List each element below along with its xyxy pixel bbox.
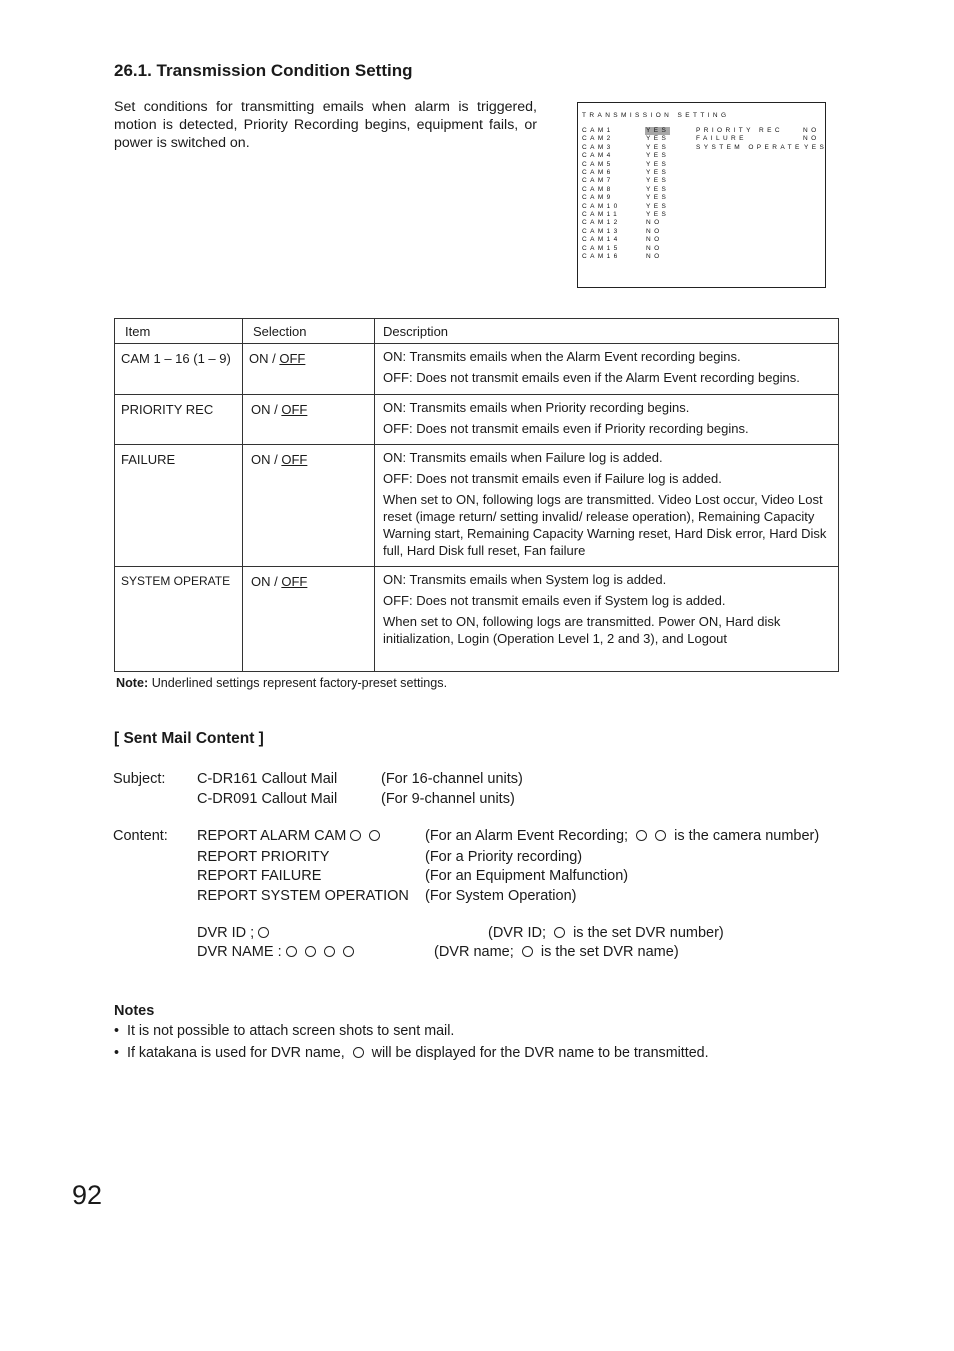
osd-option-label: FAILURE <box>696 135 747 143</box>
subject-note: (For 9-channel units) <box>381 791 515 807</box>
osd-title: TRANSMISSION SETTING <box>582 112 730 119</box>
row-selection: ON / OFF <box>251 402 308 417</box>
osd-cam-value[interactable]: YES <box>646 202 670 210</box>
bullet-icon: • <box>114 1023 120 1039</box>
osd-cam-value[interactable]: NO <box>646 253 663 260</box>
content-dvr-name-note: (DVR name; is the set DVR name) <box>434 944 679 960</box>
row-description: ON: Transmits emails when Failure log is added. OFF: Does not transmit emails even if Failure log is added. When set to ON, following logs are transmitted. Video Lost occur, Video Lost reset (image return/ setting invalid/ release operation), Remaining Capacity Warning start, Remaining Capacity Warning reset, Hard Disk error, Hard Disk full, Hard Disk full reset, Fan failure <box>383 450 827 558</box>
osd-option-label: SYSTEM OPERATE <box>696 143 803 151</box>
circle-placeholder-icon <box>554 927 565 938</box>
circle-placeholder-icon <box>369 830 380 841</box>
content-dvr-id-note: (DVR ID; is the set DVR number) <box>488 925 724 941</box>
osd-cam-value[interactable]: YES <box>646 169 670 176</box>
osd-cam-label: CAM9 <box>582 194 614 202</box>
circle-placeholder-icon <box>350 830 361 841</box>
osd-cam-value[interactable]: NO <box>646 236 663 244</box>
transmission-setting-screen <box>577 102 826 288</box>
settings-table <box>114 318 839 672</box>
osd-cam-value[interactable]: YES <box>646 211 670 218</box>
osd-option-value[interactable]: YES <box>804 143 828 151</box>
content-system: REPORT SYSTEM OPERATION <box>197 888 409 904</box>
row-item: PRIORITY REC <box>121 402 214 417</box>
row-description: ON: Transmits emails when System log is added. OFF: Does not transmit emails even if System log is added. When set to ON, following logs are transmitted. Power ON, Hard disk initialization, Login (Operation Level 1, 2 and 3), and Logout <box>383 572 781 646</box>
osd-cam-label: CAM13 <box>582 227 621 235</box>
osd-option-label: PRIORITY REC <box>696 127 783 134</box>
content-alarm: REPORT ALARM CAM <box>197 828 384 844</box>
notes-heading: Notes <box>114 1003 155 1019</box>
row-item: CAM 1 – 16 (1 – 9) <box>121 351 231 366</box>
osd-cam-label: CAM4 <box>582 152 614 160</box>
osd-cam-label: CAM1 <box>582 127 614 134</box>
osd-cam-value[interactable]: YES <box>646 152 670 160</box>
osd-option-value[interactable]: NO <box>803 127 820 134</box>
subject-note: (For 16-channel units) <box>381 771 523 787</box>
page-number: 92 <box>72 1180 103 1210</box>
intro-paragraph: Set conditions for transmitting emails when alarm is triggered, motion is detected, Priority Recording begins, equipment fails, or power is switched on. <box>114 99 537 151</box>
header-selection: Selection <box>253 324 307 339</box>
header-item: Item <box>125 324 151 339</box>
osd-cam-label: CAM3 <box>582 143 614 151</box>
row-selection: ON / OFF <box>251 574 308 589</box>
content-alarm-note: (For an Alarm Event Recording; is the camera number) <box>425 828 820 844</box>
circle-placeholder-icon <box>258 927 269 938</box>
content-priority-note: (For a Priority recording) <box>425 849 583 865</box>
row-selection: ON / OFF <box>249 351 306 366</box>
notes-item: • If katakana is used for DVR name, will be displayed for the DVR name to be transmitted. <box>114 1045 709 1061</box>
content-system-note: (For System Operation) <box>425 888 577 904</box>
circle-placeholder-icon <box>655 830 666 841</box>
bullet-icon: • <box>114 1045 120 1061</box>
table-row <box>115 344 839 395</box>
content-failure-note: (For an Equipment Malfunction) <box>425 868 629 884</box>
osd-cam-value[interactable]: NO <box>646 219 663 227</box>
subject-label: Subject: <box>113 771 166 787</box>
row-item: FAILURE <box>121 452 176 467</box>
row-item: SYSTEM OPERATE <box>121 574 231 588</box>
table-row <box>115 567 839 672</box>
osd-cam-value[interactable]: YES <box>646 160 670 168</box>
circle-placeholder-icon <box>286 946 297 957</box>
header-description: Description <box>383 324 449 339</box>
content-failure: REPORT FAILURE <box>197 868 322 884</box>
osd-option-value[interactable]: NO <box>803 135 820 143</box>
osd-cam-value[interactable]: NO <box>646 227 663 235</box>
osd-cam-label: CAM2 <box>582 135 614 143</box>
osd-cam-value[interactable]: YES <box>646 177 670 185</box>
content-label: Content: <box>113 828 168 844</box>
osd-cam-label: CAM7 <box>582 177 614 185</box>
row-description: ON: Transmits emails when the Alarm Event recording begins. OFF: Does not transmit emails even if the Alarm Event recording begins. <box>383 349 800 385</box>
osd-cam-label: CAM6 <box>582 169 614 176</box>
osd-cam-label: CAM15 <box>582 244 621 252</box>
osd-cam-label: CAM8 <box>582 185 614 193</box>
notes-item: • It is not possible to attach screen shots to sent mail. <box>114 1023 455 1039</box>
subject-name: C-DR091 Callout Mail <box>197 791 338 807</box>
osd-cam-value[interactable]: YES <box>646 194 670 202</box>
osd-cam-value[interactable]: YES <box>646 185 670 193</box>
circle-placeholder-icon <box>343 946 354 957</box>
row-selection: ON / OFF <box>251 452 308 467</box>
circle-placeholder-icon <box>305 946 316 957</box>
content-dvr-id: DVR ID ; <box>197 925 273 941</box>
section-title: 26.1. Transmission Condition Setting <box>114 61 413 80</box>
content-priority: REPORT PRIORITY <box>197 849 330 865</box>
table-note: Note: Underlined settings represent factory-preset settings. <box>116 676 448 690</box>
osd-cam-label: CAM16 <box>582 253 621 260</box>
osd-cam-label: CAM5 <box>582 160 614 168</box>
osd-cam-label: CAM14 <box>582 236 621 244</box>
osd-cam-value[interactable]: NO <box>646 244 663 252</box>
osd-cam-label: CAM11 <box>582 211 621 218</box>
content-dvr-name: DVR NAME : <box>197 944 358 960</box>
circle-placeholder-icon <box>324 946 335 957</box>
circle-placeholder-icon <box>522 946 533 957</box>
circle-placeholder-icon <box>353 1047 364 1058</box>
osd-cam-value[interactable]: YES <box>646 143 670 151</box>
subject-name: C-DR161 Callout Mail <box>197 771 338 787</box>
osd-cam-label: CAM10 <box>582 202 621 210</box>
table-header-row <box>115 319 839 344</box>
table-row <box>115 395 839 445</box>
table-row <box>115 445 839 567</box>
osd-cam-label: CAM12 <box>582 219 621 227</box>
osd-cam-value[interactable]: YES <box>646 127 670 134</box>
osd-cam-value[interactable]: YES <box>646 135 670 143</box>
circle-placeholder-icon <box>636 830 647 841</box>
row-description: ON: Transmits emails when Priority recording begins. OFF: Does not transmit emails even if Priority recording begins. <box>383 400 749 436</box>
mail-heading: [ Sent Mail Content ] <box>114 730 264 747</box>
